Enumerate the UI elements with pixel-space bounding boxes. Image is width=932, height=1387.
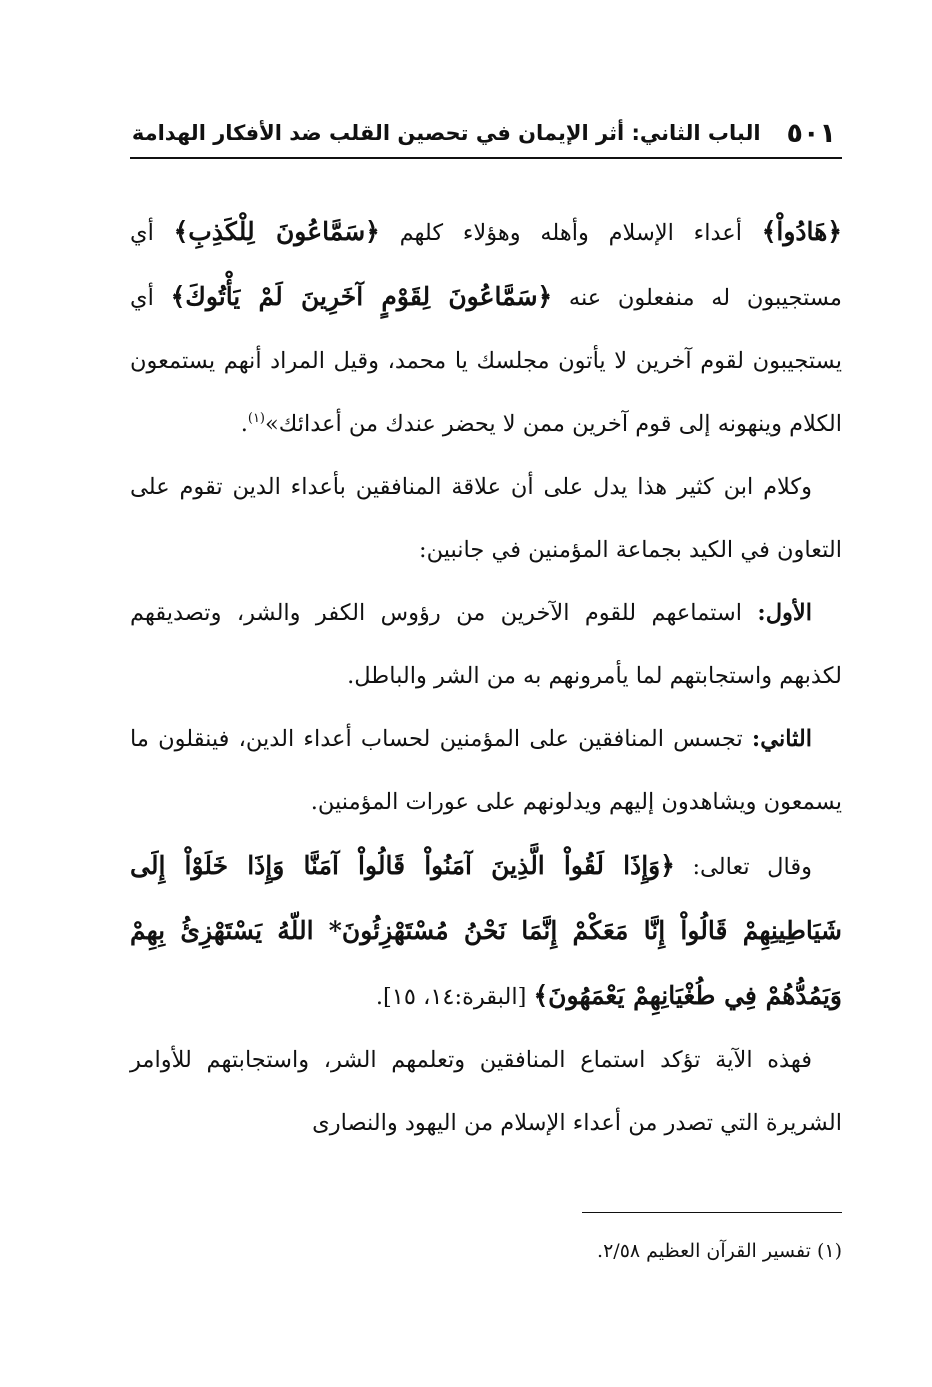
paragraph-tafsir-quote [130,200,842,456]
footnote: (١) تفسير القرآن العظيم ٢/٥٨. [597,1240,842,1262]
main-text [130,200,842,1155]
paragraph-text: أي مستجيبون له منفعلون عنه [130,220,842,311]
paragraph-conclusion: فهذه الآية تؤكد استماع المنافقين وتعلمهم الشر، واستجابتهم للأوامر الشريرة التي تصدر من أعداء الإسلام من اليهود والنصارى [130,1047,842,1136]
paragraph-baqarah-verse [130,834,842,1029]
paragraph-second-aspect [130,708,842,834]
paragraph-text: أي يستجيبون لقوم آخرين لا يأتون مجلسك يا محمد، وقيل المراد أنهم يستمعون الكلام وينهونه إلى قوم آخرين ممن لا يحضر عندك من أعدائك» [130,285,842,437]
footnote-reference[interactable]: (١) [247,411,265,426]
page-number: ٥٠١ [786,117,836,149]
verse-reference: [البقرة:١٤، ١٥]. [375,984,534,1010]
second-aspect-label: الثاني: [751,726,812,752]
paragraph-text: تجسس المنافقين على المؤمنين لحساب أعداء الدين، فينقلون ما يسمعون ويشاهدون إليهم ويدلونهم على عورات المؤمنين. [130,726,842,815]
chapter-title: الباب الثاني: أثر الإيمان في تحصين القلب ضد الأفكار الهدامة [131,121,761,145]
header-divider [130,157,842,159]
quran-quote: ﴿هَادُواْ﴾ [761,217,842,246]
quran-quote: ﴿سَمَّاعُونَ لِقَوْمٍ آخَرِينَ لَمْ يَأْتُوكَ﴾ [170,282,553,311]
quran-quote: ﴿وَإِذَا لَقُواْ الَّذِينَ آمَنُواْ قَالُواْ آمَنَّا وَإِذَا خَلَوْاْ إِلَى شَيَاطِينِهِمْ قَالُواْ إِنَّا مَعَكْمْ إِنَّمَا نَحْنُ مُسْتَهْزِئُونَ* اللّهُ يَسْتَهْزِئُ بِهِمْ وَيَمُدُّهُمْ فِي طُغْيَانِهِمْ يَعْمَهُونَ﴾ [130,851,842,1010]
paragraph-text: استماعهم للقوم الآخرين من رؤوس الكفر والشر، وتصديقهم لكذبهم واستجابتهم لما يأمرونهم به من الشر والباطل. [130,600,842,689]
page-header [130,112,842,154]
paragraph-text: أعداء الإسلام وأهله وهؤلاء كلهم [379,220,762,246]
quran-quote: ﴿سَمَّاعُونَ لِلْكَذِبِ﴾ [173,217,380,246]
paragraph-text: وقال تعالى: [674,854,812,880]
paragraph-first-aspect [130,582,842,708]
paragraph-text: . [240,411,248,437]
paragraph-ibn-kathir: وكلام ابن كثير هذا يدل على أن علاقة المنافقين بأعداء الدين تقوم على التعاون في الكيد بجماعة المؤمنين في جانبين: [130,474,842,563]
first-aspect-label: الأول: [757,600,812,626]
footnote-divider [582,1212,842,1213]
